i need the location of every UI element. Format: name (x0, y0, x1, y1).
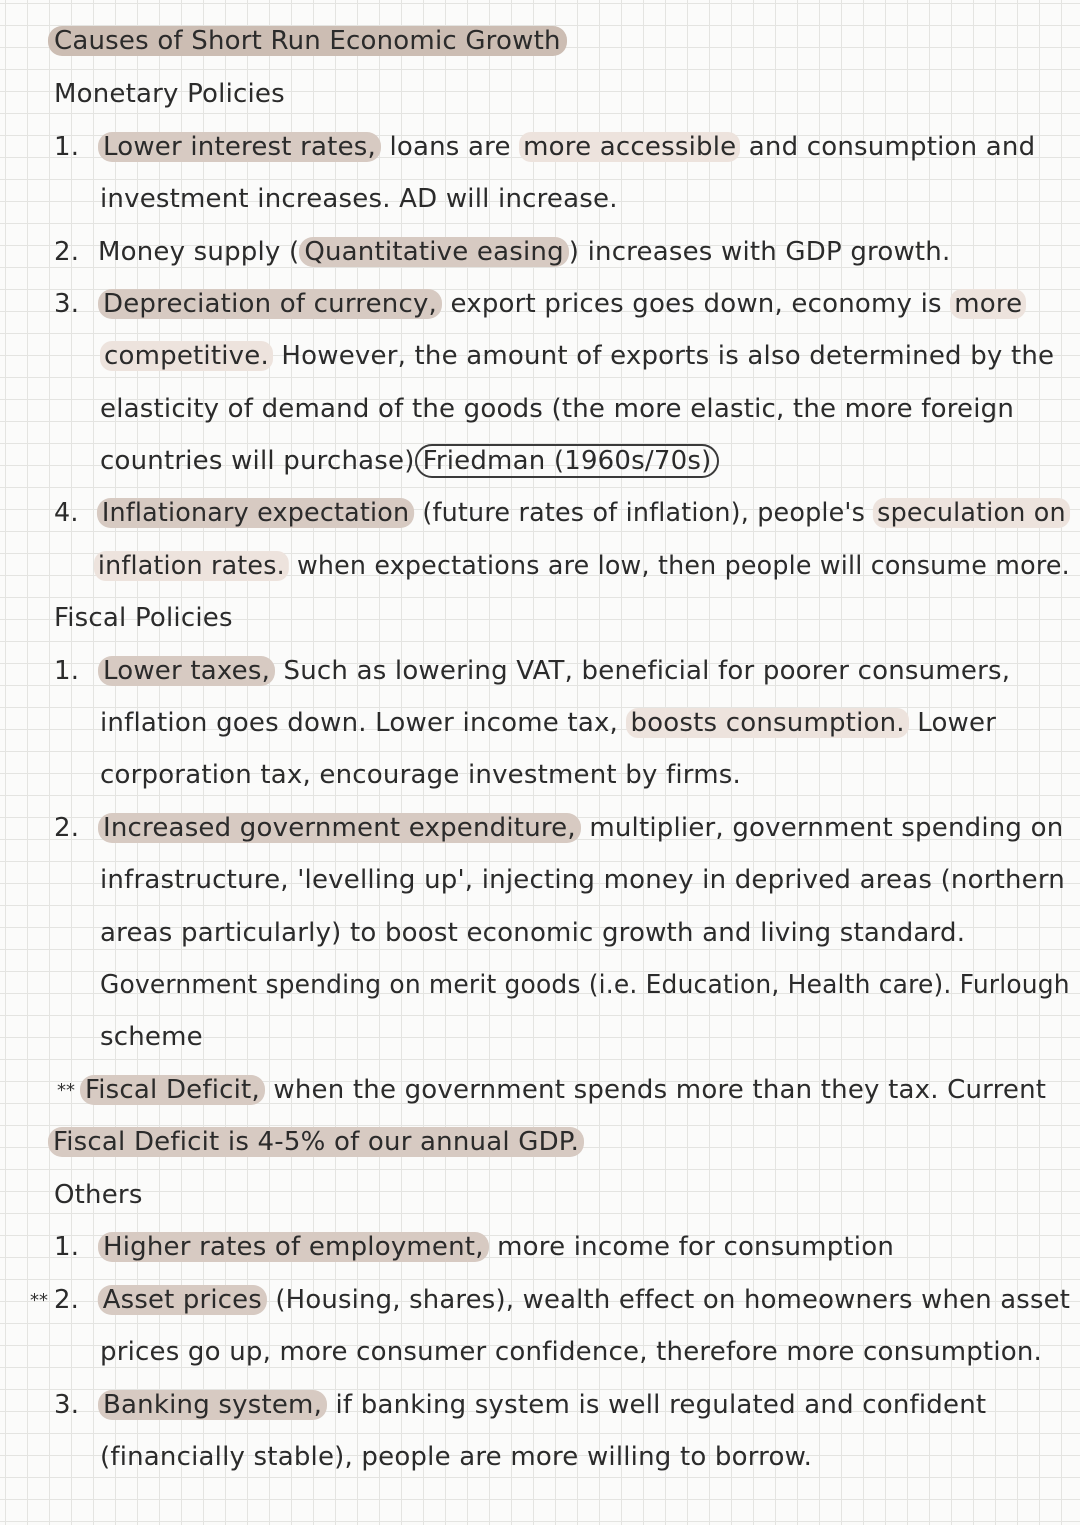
friedman-cloud-note: Friedman (1960s/70s) (415, 444, 720, 478)
fiscal-deficit-note-line-1 (80, 1073, 1046, 1107)
text: when expectations are low, then people will consume more. (288, 551, 1070, 581)
item-number: 1. (54, 132, 80, 162)
text: export prices goes down, economy is (442, 289, 951, 319)
monetary-item-3-line-2 (100, 339, 1054, 373)
highlight: Quantitative easing (299, 237, 568, 267)
text: when the government spends more than they tax. Current (264, 1075, 1047, 1105)
text: more income for consumption (488, 1232, 894, 1262)
fiscal-item-1-line-2 (100, 706, 996, 740)
monetary-item-2 (54, 235, 950, 269)
fiscal-heading: Fiscal Policies (54, 603, 233, 633)
fiscal-deficit-note-line-2 (48, 1125, 584, 1159)
asterisk-mark: ** (57, 1080, 75, 1101)
monetary-item-3-line-3: elasticity of demand of the goods (the more elastic, the more foreign (100, 394, 1015, 424)
highlight: Asset prices (98, 1285, 267, 1315)
others-item-3-line-1 (54, 1388, 986, 1422)
item-number: 1. (54, 656, 80, 686)
monetary-item-1-line-2: investment increases. AD will increase. (100, 184, 618, 214)
text: Such as lowering VAT, beneficial for poorer consumers, (275, 656, 1011, 686)
light-highlight: inflation rates. (94, 551, 289, 581)
item-number: 3. (54, 1390, 80, 1420)
text: countries will purchase) (100, 446, 415, 476)
text: if banking system is well regulated and confident (327, 1390, 987, 1420)
item-number: 2. (54, 813, 80, 843)
highlight: Higher rates of employment, (98, 1232, 489, 1262)
item-number: 3. (54, 289, 80, 319)
light-highlight: more (950, 289, 1026, 319)
monetary-heading: Monetary Policies (54, 79, 285, 109)
monetary-item-3-line-1 (54, 287, 1026, 321)
others-heading: Others (54, 1180, 143, 1210)
fiscal-item-1-line-3: corporation tax, encourage investment by firms. (100, 760, 741, 790)
highlight: Inflationary expectation (97, 498, 414, 528)
text: inflation goes down. Lower income tax, (100, 708, 627, 738)
fiscal-item-2-line-5: scheme (100, 1022, 203, 1052)
monetary-item-1-line-1 (54, 130, 1035, 164)
highlight: Fiscal Deficit, (80, 1075, 265, 1105)
highlight: Lower taxes, (98, 656, 275, 686)
text: Lower (908, 708, 997, 738)
fiscal-item-2-line-3: areas particularly) to boost economic growth and living standard. (100, 918, 966, 948)
item-number: 4. (54, 498, 79, 528)
monetary-item-3-line-4 (100, 444, 719, 478)
monetary-item-4-line-2 (94, 549, 1070, 583)
light-highlight: speculation on (873, 498, 1069, 528)
text: However, the amount of exports is also determined by the (272, 341, 1055, 371)
item-number: 2. (54, 237, 80, 267)
highlight: Increased government expenditure, (98, 813, 581, 843)
page-title-text: Causes of Short Run Economic Growth (48, 26, 567, 56)
others-item-2-line-2: prices go up, more consumer confidence, therefore more consumption. (100, 1337, 1042, 1367)
highlight: Depreciation of currency, (98, 289, 442, 319)
others-item-3-line-2: (financially stable), people are more willing to borrow. (100, 1442, 813, 1472)
fiscal-item-2-line-1 (54, 811, 1063, 845)
highlight: Fiscal Deficit is 4-5% of our annual GDP. (48, 1127, 584, 1157)
text: multiplier, government spending on (580, 813, 1064, 843)
monetary-item-4-line-1 (54, 496, 1070, 530)
text: (Housing, shares), wealth effect on homeowners when asset (266, 1285, 1071, 1315)
item-number: 2. (54, 1285, 80, 1315)
page-title (48, 24, 567, 58)
text: Money supply ( (98, 237, 300, 267)
light-highlight: competitive. (100, 341, 273, 371)
text: (future rates of inflation), people's (414, 498, 874, 528)
fiscal-item-2-line-4: Government spending on merit goods (i.e. Education, Health care). Furlough (100, 970, 1070, 1000)
light-highlight: more accessible (519, 132, 740, 162)
highlight: Lower interest rates, (98, 132, 381, 162)
asterisk-mark: ** (30, 1290, 48, 1311)
others-item-1 (54, 1230, 894, 1264)
fiscal-item-2-line-2: infrastructure, 'levelling up', injecting money in deprived areas (northern (100, 865, 1065, 895)
text: ) increases with GDP growth. (568, 237, 951, 267)
highlight: Banking system, (98, 1390, 327, 1420)
fiscal-item-1-line-1 (54, 654, 1010, 688)
light-highlight: boosts consumption. (626, 708, 908, 738)
text: and consumption and (740, 132, 1036, 162)
text: loans are (381, 132, 520, 162)
others-item-2-line-1 (54, 1283, 1070, 1317)
item-number: 1. (54, 1232, 80, 1262)
